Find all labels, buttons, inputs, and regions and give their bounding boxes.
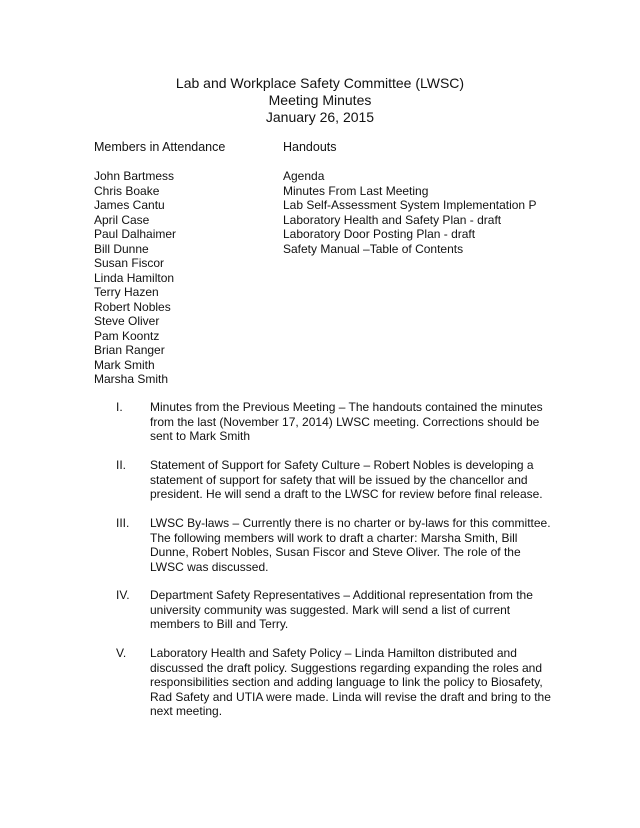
item-text-line: Statement of Support for Safety Culture – Robert Nobles is developing a xyxy=(150,458,534,472)
item-text xyxy=(150,646,551,719)
handouts-list xyxy=(283,169,536,256)
member-name: Steve Oliver xyxy=(94,314,160,328)
item-text-line: next meeting. xyxy=(150,704,223,718)
item-text-line: Dunne, Robert Nobles, Susan Fiscor and Steve Oliver. The role of the xyxy=(150,545,521,559)
member-name: James Cantu xyxy=(94,198,165,212)
document-subtitle: Meeting Minutes xyxy=(268,92,372,108)
item-numeral: IV. xyxy=(116,588,130,602)
item-text-line: discussed the draft policy. Suggestions regarding expanding the roles and xyxy=(150,660,543,675)
member-name: John Bartmess xyxy=(94,169,175,183)
item-text-line: LWSC By-laws – Currently there is no charter or by-laws for this committee. xyxy=(150,516,551,530)
item-text xyxy=(150,458,543,502)
handout-item: Minutes From Last Meeting xyxy=(283,183,429,198)
member-name: Mark Smith xyxy=(94,357,155,372)
item-text xyxy=(150,516,551,574)
item-text-line: president. He will send a draft to the LWSC for review before final release. xyxy=(150,487,543,501)
handout-item: Agenda xyxy=(283,169,325,183)
item-text-line: statement of support for safety that will be issued by the chancellor and xyxy=(150,472,528,487)
item-text-line: responsibilities section and adding language to link the policy to Biosafety, xyxy=(150,675,543,689)
handout-item: Safety Manual –Table of Contents xyxy=(283,241,464,256)
handout-item: Lab Self-Assessment System Implementation P xyxy=(283,198,537,212)
member-name: April Case xyxy=(94,212,150,227)
member-name: Terry Hazen xyxy=(94,285,159,299)
handouts-heading: Handouts xyxy=(283,140,337,154)
member-name: Bill Dunne xyxy=(94,241,149,256)
member-name: Paul Dalhaimer xyxy=(94,227,177,241)
item-numeral: III. xyxy=(116,516,130,530)
item-text-line: Laboratory Health and Safety Policy – Linda Hamilton distributed and xyxy=(150,646,517,660)
members-heading: Members in Attendance xyxy=(94,140,226,154)
member-name: Robert Nobles xyxy=(94,299,171,314)
item-text-line: LWSC was discussed. xyxy=(150,559,269,574)
item-text-line: The following members will work to draft a charter: Marsha Smith, Bill xyxy=(150,530,518,545)
item-text xyxy=(150,588,533,632)
member-name: Pam Koontz xyxy=(94,328,160,343)
item-text-line: Department Safety Representatives – Additional representation from the xyxy=(150,588,533,602)
item-numeral: II. xyxy=(116,458,127,472)
item-text-line: Rad Safety and UTIA were made. Linda will revise the draft and bring to the xyxy=(150,689,551,704)
member-name: Brian Ranger xyxy=(94,343,165,357)
handout-item: Laboratory Health and Safety Plan - draft xyxy=(283,212,502,227)
item-text-line: members to Bill and Terry. xyxy=(150,617,289,631)
item-numeral: V. xyxy=(116,646,127,660)
item-text-line: Minutes from the Previous Meeting – The handouts contained the minutes xyxy=(150,400,543,414)
item-text xyxy=(150,400,543,444)
item-text-line: sent to Mark Smith xyxy=(150,429,251,443)
meeting-date: January 26, 2015 xyxy=(265,109,375,125)
document-header xyxy=(0,75,640,126)
item-text-line: university community was suggested. Mark will send a list of current xyxy=(150,602,511,617)
member-name: Chris Boake xyxy=(94,183,160,198)
item-numeral: I. xyxy=(116,400,123,414)
handout-item: Laboratory Door Posting Plan - draft xyxy=(283,227,476,241)
document-title: Lab and Workplace Safety Committee (LWSC) xyxy=(175,75,465,91)
member-name: Susan Fiscor xyxy=(94,256,165,270)
member-name: Marsha Smith xyxy=(94,372,169,386)
member-name: Linda Hamilton xyxy=(94,270,175,285)
members-list xyxy=(94,169,176,387)
item-text-line: from the last (November 17, 2014) LWSC meeting. Corrections should be xyxy=(150,414,540,429)
